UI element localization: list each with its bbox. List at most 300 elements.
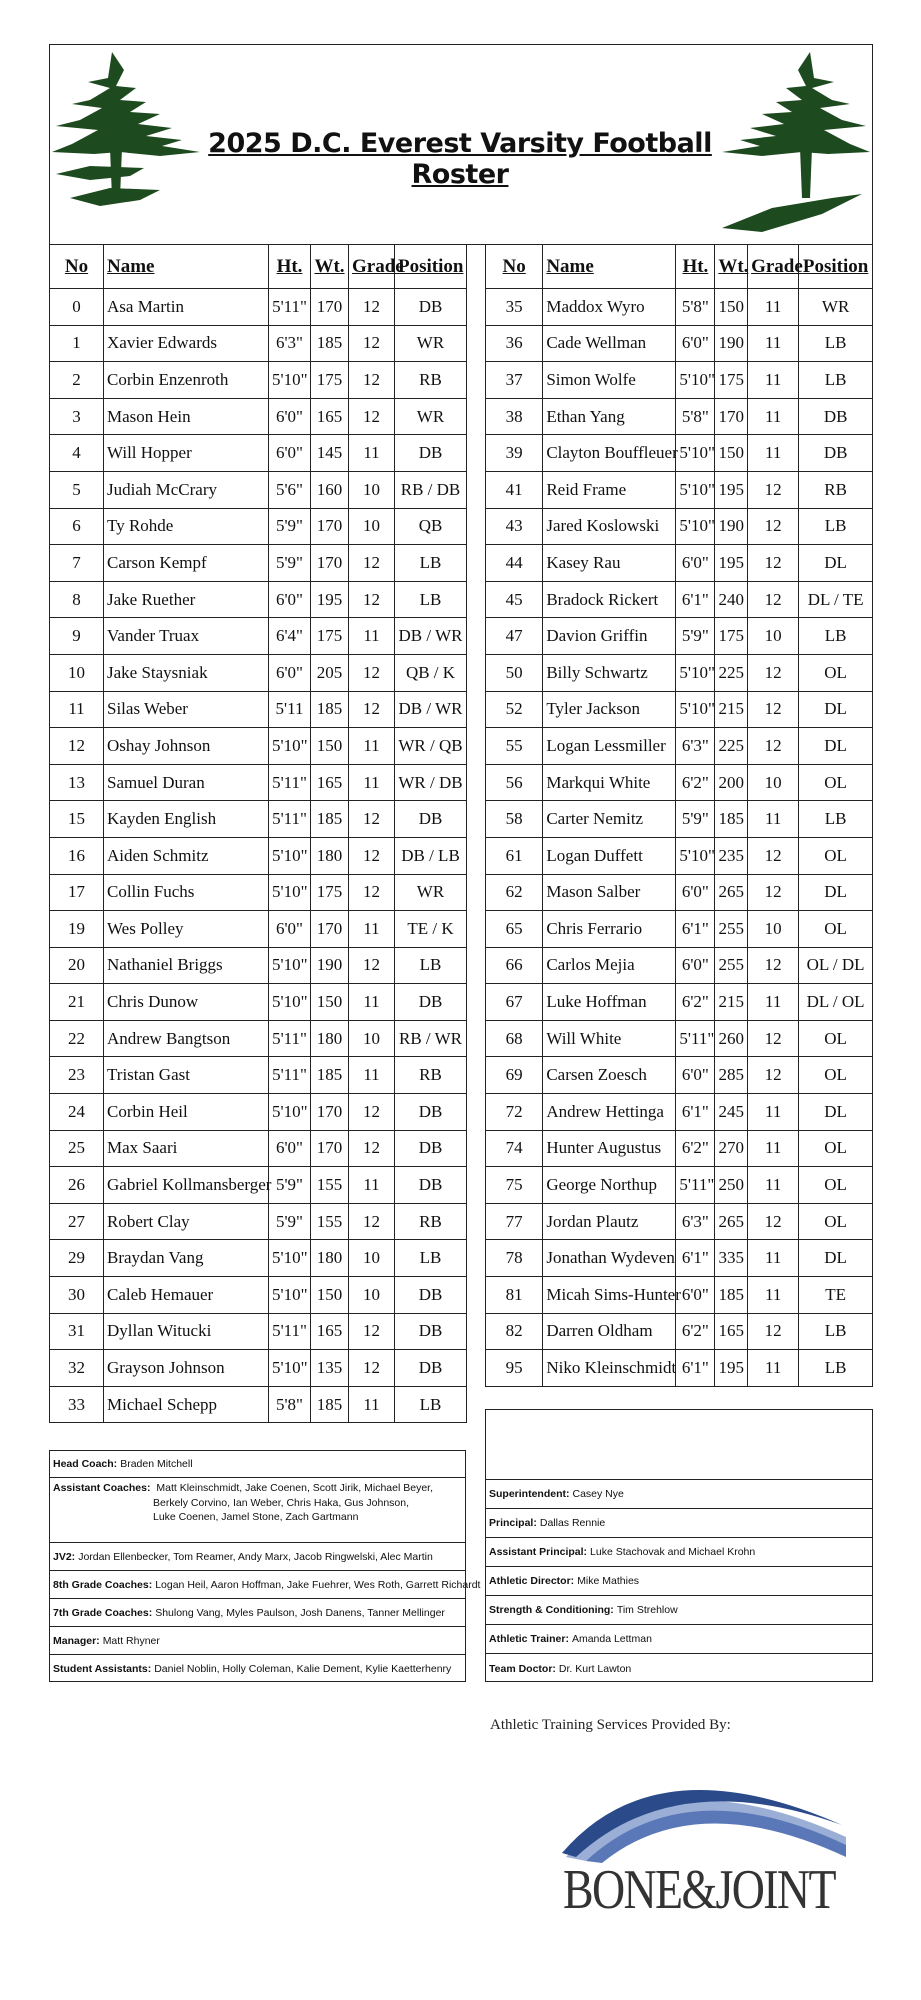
cell-height: 5'9" xyxy=(676,801,715,838)
cell-name: Cade Wellman xyxy=(543,325,676,362)
cell-name: Andrew Hettinga xyxy=(543,1094,676,1131)
cell-name: Oshay Johnson xyxy=(104,728,269,765)
admin-row xyxy=(486,1509,872,1538)
cell-weight: 145 xyxy=(311,435,349,472)
table-row xyxy=(486,471,873,508)
cell-height: 6'0" xyxy=(269,435,311,472)
cell-name: Caleb Hemauer xyxy=(104,1277,269,1314)
table-row xyxy=(486,1277,873,1314)
eighth-grade-label: 8th Grade Coaches: xyxy=(53,1578,153,1591)
cell-height: 5'10" xyxy=(676,435,715,472)
cell-grade: 12 xyxy=(748,581,799,618)
cell-position: DL xyxy=(799,691,873,728)
cell-height: 6'2" xyxy=(676,1313,715,1350)
cell-name: Will Hopper xyxy=(104,435,269,472)
cell-name: Judiah McCrary xyxy=(104,471,269,508)
table-row xyxy=(50,1094,467,1131)
cell-position: TE xyxy=(799,1277,873,1314)
cell-number: 78 xyxy=(486,1240,543,1277)
cell-grade: 12 xyxy=(349,801,395,838)
table-row xyxy=(50,984,467,1021)
cell-height: 6'0" xyxy=(269,1130,311,1167)
cell-position: RB xyxy=(799,471,873,508)
cell-number: 44 xyxy=(486,545,543,582)
table-row xyxy=(486,508,873,545)
cell-number: 0 xyxy=(50,289,104,326)
admin-value: Dallas Rennie xyxy=(539,1517,606,1529)
cell-height: 5'10" xyxy=(269,728,311,765)
cell-name: Carter Nemitz xyxy=(543,801,676,838)
cell-position: DB xyxy=(395,1094,467,1131)
cell-number: 58 xyxy=(486,801,543,838)
cell-position: LB xyxy=(395,1386,467,1423)
cell-number: 3 xyxy=(50,398,104,435)
cell-number: 45 xyxy=(486,581,543,618)
cell-position: TE / K xyxy=(395,911,467,948)
cell-height: 5'10" xyxy=(676,691,715,728)
table-row xyxy=(486,289,873,326)
cell-name: Vander Truax xyxy=(104,618,269,655)
cell-position: LB xyxy=(395,581,467,618)
cell-position: WR / QB xyxy=(395,728,467,765)
cell-grade: 10 xyxy=(349,1020,395,1057)
cell-height: 5'10" xyxy=(676,508,715,545)
cell-height: 6'1" xyxy=(676,1094,715,1131)
table-row xyxy=(486,764,873,801)
cell-grade: 11 xyxy=(349,618,395,655)
table-row xyxy=(486,1240,873,1277)
cell-number: 75 xyxy=(486,1167,543,1204)
cell-position: LB xyxy=(799,325,873,362)
admin-row xyxy=(486,1654,872,1683)
cell-name: Jake Ruether xyxy=(104,581,269,618)
cell-number: 37 xyxy=(486,362,543,399)
cell-position: DB xyxy=(395,1130,467,1167)
table-row xyxy=(486,362,873,399)
column-header-no: No xyxy=(50,245,104,289)
seventh-grade-value: Shulong Vang, Myles Paulson, Josh Danens, Tanner Mellinger xyxy=(155,1606,445,1619)
cell-name: Collin Fuchs xyxy=(104,874,269,911)
admin-row xyxy=(486,1480,872,1509)
cell-weight: 195 xyxy=(311,581,349,618)
admin-row xyxy=(486,1625,872,1654)
table-row xyxy=(486,398,873,435)
cell-grade: 12 xyxy=(349,1203,395,1240)
cell-name: Max Saari xyxy=(104,1130,269,1167)
cell-name: Jordan Plautz xyxy=(543,1203,676,1240)
table-row xyxy=(486,691,873,728)
cell-grade: 11 xyxy=(349,764,395,801)
cell-position: RB / DB xyxy=(395,471,467,508)
cell-weight: 260 xyxy=(715,1020,748,1057)
sponsor-caption: Athletic Training Services Provided By: xyxy=(490,1717,731,1733)
pine-tree-icon xyxy=(712,48,872,243)
cell-position: LB xyxy=(799,1313,873,1350)
manager-label: Manager: xyxy=(53,1634,100,1647)
cell-number: 27 xyxy=(50,1203,104,1240)
cell-weight: 170 xyxy=(311,911,349,948)
cell-position: DB xyxy=(395,984,467,1021)
cell-grade: 10 xyxy=(349,508,395,545)
cell-name: Corbin Enzenroth xyxy=(104,362,269,399)
cell-number: 20 xyxy=(50,947,104,984)
cell-weight: 150 xyxy=(715,435,748,472)
cell-number: 25 xyxy=(50,1130,104,1167)
table-row xyxy=(50,435,467,472)
cell-height: 5'8" xyxy=(269,1386,311,1423)
head-coach-label: Head Coach: xyxy=(53,1458,118,1470)
cell-height: 6'0" xyxy=(676,1277,715,1314)
cell-number: 24 xyxy=(50,1094,104,1131)
cell-height: 6'0" xyxy=(269,654,311,691)
jv2-row xyxy=(50,1543,465,1571)
cell-number: 29 xyxy=(50,1240,104,1277)
cell-grade: 12 xyxy=(349,1313,395,1350)
cell-height: 5'11" xyxy=(676,1020,715,1057)
table-row xyxy=(50,837,467,874)
cell-name: Robert Clay xyxy=(104,1203,269,1240)
cell-height: 6'2" xyxy=(676,1130,715,1167)
table-row xyxy=(486,984,873,1021)
cell-position: DB xyxy=(395,289,467,326)
cell-weight: 170 xyxy=(311,1130,349,1167)
cell-position: DB / WR xyxy=(395,691,467,728)
admin-value: Luke Stachovak and Michael Krohn xyxy=(590,1546,756,1558)
cell-position: WR xyxy=(395,398,467,435)
cell-height: 6'3" xyxy=(676,728,715,765)
cell-position: DB xyxy=(395,1167,467,1204)
seventh-grade-label: 7th Grade Coaches: xyxy=(53,1606,153,1619)
cell-weight: 195 xyxy=(715,545,748,582)
cell-weight: 185 xyxy=(311,801,349,838)
admin-label: Principal: xyxy=(489,1517,537,1529)
cell-position: DL / TE xyxy=(799,581,873,618)
cell-number: 17 xyxy=(50,874,104,911)
cell-name: Reid Frame xyxy=(543,471,676,508)
admin-label: Athletic Trainer: xyxy=(489,1633,569,1645)
cell-name: Niko Kleinschmidt xyxy=(543,1350,676,1387)
assistant-coaches-row xyxy=(50,1478,465,1543)
cell-number: 19 xyxy=(50,911,104,948)
cell-weight: 335 xyxy=(715,1240,748,1277)
cell-grade: 12 xyxy=(349,654,395,691)
head-coach-row xyxy=(50,1451,465,1478)
blank-box xyxy=(485,1409,873,1479)
table-row xyxy=(50,1167,467,1204)
cell-name: Xavier Edwards xyxy=(104,325,269,362)
cell-weight: 175 xyxy=(311,874,349,911)
column-header-grade: Grade xyxy=(748,245,799,289)
cell-number: 31 xyxy=(50,1313,104,1350)
cell-height: 6'0" xyxy=(269,398,311,435)
cell-position: DL xyxy=(799,545,873,582)
table-row xyxy=(50,325,467,362)
table-row xyxy=(50,1057,467,1094)
assistant-coaches-line3: Luke Coenen, Jamel Stone, Zach Gartmann xyxy=(153,1511,359,1523)
cell-number: 56 xyxy=(486,764,543,801)
cell-name: Jonathan Wydeven xyxy=(543,1240,676,1277)
eighth-grade-value: Logan Heil, Aaron Hoffman, Jake Fuehrer, Wes Roth, Garrett Richardt xyxy=(155,1578,481,1591)
table-row xyxy=(50,1313,467,1350)
admin-value: Dr. Kurt Lawton xyxy=(558,1662,632,1675)
cell-weight: 195 xyxy=(715,1350,748,1387)
column-header-wt: Wt. xyxy=(715,245,748,289)
cell-weight: 225 xyxy=(715,654,748,691)
cell-number: 13 xyxy=(50,764,104,801)
cell-weight: 165 xyxy=(715,1313,748,1350)
cell-position: LB xyxy=(395,1240,467,1277)
cell-number: 35 xyxy=(486,289,543,326)
cell-name: Dyllan Witucki xyxy=(104,1313,269,1350)
cell-height: 6'1" xyxy=(676,1350,715,1387)
cell-height: 6'0" xyxy=(676,545,715,582)
cell-number: 55 xyxy=(486,728,543,765)
coaching-staff-box xyxy=(49,1450,481,1682)
cell-number: 62 xyxy=(486,874,543,911)
cell-height: 5'8" xyxy=(676,289,715,326)
admin-label: Athletic Director: xyxy=(489,1575,575,1587)
cell-height: 5'6" xyxy=(269,471,311,508)
assistant-coaches-line2: Berkely Corvino, Ian Weber, Chris Haka, Gus Johnson, xyxy=(153,1496,410,1509)
cell-height: 5'10" xyxy=(269,362,311,399)
table-row xyxy=(50,911,467,948)
cell-grade: 11 xyxy=(748,801,799,838)
cell-position: DB / LB xyxy=(395,837,467,874)
cell-height: 5'10" xyxy=(676,362,715,399)
column-header-ht: Ht. xyxy=(676,245,715,289)
cell-height: 5'11" xyxy=(269,1020,311,1057)
cell-height: 5'11" xyxy=(269,764,311,801)
cell-number: 1 xyxy=(50,325,104,362)
column-header-ht: Ht. xyxy=(269,245,311,289)
cell-height: 5'8" xyxy=(676,398,715,435)
cell-weight: 225 xyxy=(715,728,748,765)
table-row xyxy=(50,362,467,399)
cell-position: OL xyxy=(799,654,873,691)
cell-weight: 150 xyxy=(311,984,349,1021)
cell-weight: 170 xyxy=(715,398,748,435)
cell-name: Jake Staysniak xyxy=(104,654,269,691)
cell-grade: 12 xyxy=(349,1350,395,1387)
cell-name: Carsen Zoesch xyxy=(543,1057,676,1094)
cell-position: QB / K xyxy=(395,654,467,691)
cell-weight: 285 xyxy=(715,1057,748,1094)
cell-position: QB xyxy=(395,508,467,545)
table-row xyxy=(50,947,467,984)
cell-height: 6'1" xyxy=(676,581,715,618)
cell-number: 74 xyxy=(486,1130,543,1167)
cell-height: 6'4" xyxy=(269,618,311,655)
column-header-position: Position xyxy=(395,245,467,289)
cell-weight: 170 xyxy=(311,289,349,326)
cell-name: Kasey Rau xyxy=(543,545,676,582)
cell-weight: 150 xyxy=(715,289,748,326)
cell-weight: 255 xyxy=(715,947,748,984)
cell-position: LB xyxy=(799,362,873,399)
admin-label: Superintendent: xyxy=(489,1488,570,1500)
cell-grade: 12 xyxy=(748,1313,799,1350)
cell-name: George Northup xyxy=(543,1167,676,1204)
cell-number: 72 xyxy=(486,1094,543,1131)
cell-position: RB / WR xyxy=(395,1020,467,1057)
cell-height: 5'11" xyxy=(676,1167,715,1204)
column-header-name: Name xyxy=(543,245,676,289)
cell-grade: 12 xyxy=(748,874,799,911)
table-row xyxy=(486,1094,873,1131)
cell-weight: 165 xyxy=(311,764,349,801)
cell-position: LB xyxy=(395,545,467,582)
cell-height: 6'2" xyxy=(676,984,715,1021)
jv2-value: Jordan Ellenbecker, Tom Reamer, Andy Marx, Jacob Ringwelski, Alec Martin xyxy=(78,1550,433,1563)
cell-weight: 235 xyxy=(715,837,748,874)
cell-name: Maddox Wyro xyxy=(543,289,676,326)
cell-number: 21 xyxy=(50,984,104,1021)
cell-grade: 12 xyxy=(349,289,395,326)
cell-position: OL xyxy=(799,1167,873,1204)
cell-weight: 185 xyxy=(311,1386,349,1423)
cell-name: Andrew Bangtson xyxy=(104,1020,269,1057)
table-row xyxy=(50,581,467,618)
table-row xyxy=(50,1350,467,1387)
cell-weight: 185 xyxy=(311,1057,349,1094)
table-row xyxy=(50,1203,467,1240)
seventh-grade-row xyxy=(50,1599,465,1627)
cell-weight: 175 xyxy=(715,618,748,655)
cell-weight: 265 xyxy=(715,874,748,911)
cell-position: OL xyxy=(799,837,873,874)
cell-height: 5'11" xyxy=(269,1057,311,1094)
cell-weight: 155 xyxy=(311,1167,349,1204)
table-row xyxy=(50,728,467,765)
table-row xyxy=(50,471,467,508)
cell-weight: 265 xyxy=(715,1203,748,1240)
cell-name: Clayton Bouffleuer xyxy=(543,435,676,472)
cell-grade: 11 xyxy=(349,911,395,948)
manager-row xyxy=(50,1627,465,1655)
column-header-grade: Grade xyxy=(349,245,395,289)
cell-height: 5'10" xyxy=(269,1094,311,1131)
cell-number: 4 xyxy=(50,435,104,472)
table-row xyxy=(50,508,467,545)
table-row xyxy=(50,1130,467,1167)
cell-weight: 165 xyxy=(311,1313,349,1350)
cell-grade: 12 xyxy=(349,1094,395,1131)
cell-number: 23 xyxy=(50,1057,104,1094)
cell-number: 6 xyxy=(50,508,104,545)
cell-height: 5'9" xyxy=(269,508,311,545)
cell-grade: 12 xyxy=(349,362,395,399)
cell-name: Silas Weber xyxy=(104,691,269,728)
cell-number: 41 xyxy=(486,471,543,508)
column-header-name: Name xyxy=(104,245,269,289)
cell-name: Kayden English xyxy=(104,801,269,838)
cell-weight: 170 xyxy=(311,545,349,582)
cell-weight: 175 xyxy=(715,362,748,399)
cell-number: 16 xyxy=(50,837,104,874)
cell-grade: 10 xyxy=(748,618,799,655)
cell-grade: 10 xyxy=(349,1277,395,1314)
cell-grade: 11 xyxy=(748,1240,799,1277)
admin-value: Amanda Lettman xyxy=(571,1633,652,1645)
cell-name: Corbin Heil xyxy=(104,1094,269,1131)
cell-height: 6'0" xyxy=(269,581,311,618)
table-row xyxy=(486,1130,873,1167)
cell-position: DB xyxy=(395,1277,467,1314)
student-assistants-label: Student Assistants: xyxy=(53,1663,152,1675)
cell-name: Grayson Johnson xyxy=(104,1350,269,1387)
table-row xyxy=(486,435,873,472)
cell-number: 68 xyxy=(486,1020,543,1057)
cell-number: 82 xyxy=(486,1313,543,1350)
cell-weight: 240 xyxy=(715,581,748,618)
student-assistants-row xyxy=(50,1655,465,1683)
cell-number: 81 xyxy=(486,1277,543,1314)
cell-grade: 10 xyxy=(349,471,395,508)
cell-number: 26 xyxy=(50,1167,104,1204)
student-assistants-value: Daniel Noblin, Holly Coleman, Kalie Dement, Kylie Kaetterhenry xyxy=(154,1663,452,1675)
pine-tree-icon xyxy=(50,48,210,243)
assistant-coaches-line1: Matt Kleinschmidt, Jake Coenen, Scott Jirik, Michael Beyer, xyxy=(156,1482,433,1494)
cell-grade: 12 xyxy=(748,471,799,508)
cell-grade: 12 xyxy=(748,1020,799,1057)
cell-height: 6'2" xyxy=(676,764,715,801)
cell-weight: 200 xyxy=(715,764,748,801)
cell-number: 2 xyxy=(50,362,104,399)
cell-weight: 190 xyxy=(715,325,748,362)
cell-height: 5'10" xyxy=(269,1350,311,1387)
cell-weight: 170 xyxy=(311,1094,349,1131)
eighth-grade-row xyxy=(50,1571,481,1599)
cell-grade: 12 xyxy=(748,654,799,691)
cell-name: Luke Hoffman xyxy=(543,984,676,1021)
cell-weight: 180 xyxy=(311,837,349,874)
cell-name: Samuel Duran xyxy=(104,764,269,801)
table-row xyxy=(486,618,873,655)
cell-grade: 11 xyxy=(748,289,799,326)
cell-number: 12 xyxy=(50,728,104,765)
table-row xyxy=(486,874,873,911)
administration-box xyxy=(485,1479,873,1682)
table-row xyxy=(486,1057,873,1094)
cell-number: 32 xyxy=(50,1350,104,1387)
cell-weight: 250 xyxy=(715,1167,748,1204)
cell-weight: 150 xyxy=(311,1277,349,1314)
cell-weight: 185 xyxy=(311,691,349,728)
cell-grade: 12 xyxy=(748,1057,799,1094)
cell-grade: 12 xyxy=(349,398,395,435)
assistant-coaches-label: Assistant Coaches: xyxy=(53,1482,151,1494)
cell-position: WR / DB xyxy=(395,764,467,801)
cell-grade: 11 xyxy=(748,1167,799,1204)
cell-number: 47 xyxy=(486,618,543,655)
cell-number: 36 xyxy=(486,325,543,362)
cell-position: OL xyxy=(799,1203,873,1240)
cell-name: Simon Wolfe xyxy=(543,362,676,399)
cell-name: Tyler Jackson xyxy=(543,691,676,728)
cell-position: WR xyxy=(395,874,467,911)
cell-grade: 10 xyxy=(349,1240,395,1277)
admin-value: Mike Mathies xyxy=(577,1575,640,1587)
cell-position: RB xyxy=(395,362,467,399)
cell-weight: 150 xyxy=(311,728,349,765)
cell-position: OL xyxy=(799,1057,873,1094)
cell-name: Markqui White xyxy=(543,764,676,801)
manager-value: Matt Rhyner xyxy=(102,1634,160,1647)
cell-position: LB xyxy=(395,947,467,984)
cell-name: Wes Polley xyxy=(104,911,269,948)
head-coach-value: Braden Mitchell xyxy=(120,1458,193,1470)
cell-height: 5'10" xyxy=(269,1240,311,1277)
